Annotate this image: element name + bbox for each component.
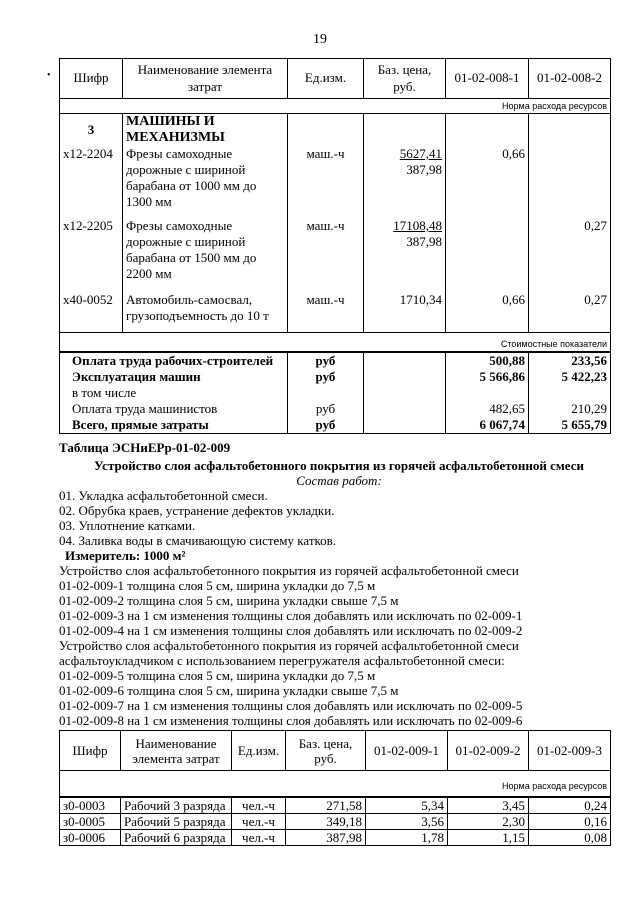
list-item: 01-02-009-8 на 1 см изменения толщины слоя добавлять или исключать по 02-009-6 [59,713,523,728]
list-item: 02. Обрубка краев, устранение дефектов укладки. [59,503,335,518]
header-price: Баз. цена, руб. [364,59,446,99]
total-row: Оплата труда машинистов руб 482,65 210,29 [60,401,611,417]
header-unit: Ед.изм. [288,59,364,99]
table-row: з0-0006 Рабочий 6 разряда чел.-ч 387,98 1,78 1,15 0,08 [60,830,611,846]
list-item: 01-02-009-4 на 1 см изменения толщины слоя добавлять или исключать по 02-009-2 [59,623,523,638]
header-code: Шифр [60,731,121,771]
norm-label: Норма расхода ресурсов [60,99,611,114]
header-col-2: 01-02-009-2 [448,731,529,771]
header-code: Шифр [60,59,123,99]
cost-label: Стоимостные показатели [60,333,611,353]
total-row: Всего, прямые затраты руб 6 067,74 5 655,79 [60,417,611,434]
list-item: 01-02-009-5 толщина слоя 5 см, ширина укладки до 7,5 м [59,668,376,683]
page-number: 19 [313,32,327,47]
header-unit: Ед.изм. [232,731,286,771]
table-row: х12-2205 Фрезы самоходные дорожные с шириной барабана от 1500 мм до 2200 мм маш.-ч 17108,48 387,98 0,27 [60,210,611,282]
list-item: 01. Укладка асфальтобетонной смеси. [59,488,268,503]
header-price: Баз. цена, руб. [286,731,366,771]
margin-dot: • [47,70,51,81]
section-code: 3 [60,114,123,147]
works-list [59,488,619,563]
list-item: 01-02-009-2 толщина слоя 5 см, ширина укладки свыше 7,5 м [59,593,399,608]
header-col-1: 01-02-009-1 [366,731,448,771]
table-row: з0-0003 Рабочий 3 разряда чел.-ч 271,58 5,34 3,45 0,24 [60,797,611,814]
total-row: Эксплуатация машин руб 5 566,86 5 422,23 [60,369,611,385]
list-item: 03. Уплотнение катками. [59,518,196,533]
composition-label: Состав работ: [296,473,382,488]
list-item: 01-02-009-6 толщина слоя 5 см, ширина укладки свыше 7,5 м [59,683,399,698]
resource-table-009 [59,730,611,846]
table-row: х12-2204 Фрезы самоходные дорожные с шириной барабана от 1000 мм до 1300 мм маш.-ч 5627,41 387,98 0,66 [60,146,611,210]
table-row: х40-0052 Автомобиль-самосвал, грузоподъемность до 10 т маш.-ч 1710,34 0,66 0,27 [60,282,611,333]
header-col-1: 01-02-008-1 [446,59,529,99]
table-title: Таблица ЭСНиЕРр-01-02-009 [59,440,231,455]
table-subtitle: Устройство слоя асфальтобетонного покрытия из горячей асфальтобетонной смеси [94,458,584,473]
list-item: 01-02-009-3 на 1 см изменения толщины слоя добавлять или исключать по 02-009-1 [59,608,523,623]
header-name: Наименование элемента затрат [121,731,232,771]
norm-label: Норма расхода ресурсов [60,771,611,798]
total-row: Оплата труда рабочих-строителей руб 500,88 233,56 [60,352,611,369]
section-title: МАШИНЫ И МЕХАНИЗМЫ [123,114,288,147]
list-item: 04. Заливка воды в смачивающую систему катков. [59,533,337,548]
total-row: в том числе [60,385,611,401]
header-col-3: 01-02-009-3 [529,731,611,771]
header-col-2: 01-02-008-2 [529,59,611,99]
list-item: Устройство слоя асфальтобетонного покрытия из горячей асфальтобетонной смеси [59,563,519,578]
meter: Измеритель: 1000 м² [65,548,186,563]
resource-table-008 [59,58,611,434]
descriptions [59,563,619,728]
list-item: Устройство слоя асфальтобетонного покрытия из горячей асфальтобетонной смеси [59,638,519,653]
table-row: з0-0005 Рабочий 5 разряда чел.-ч 349,18 3,56 2,30 0,16 [60,814,611,830]
list-item: 01-02-009-7 на 1 см изменения толщины слоя добавлять или исключать по 02-009-5 [59,698,523,713]
list-item: асфальтоукладчиком с использованием перегружателя асфальтобетонной смеси: [59,653,505,668]
list-item: 01-02-009-1 толщина слоя 5 см, ширина укладки до 7,5 м [59,578,376,593]
header-name: Наименование элемента затрат [123,59,288,99]
